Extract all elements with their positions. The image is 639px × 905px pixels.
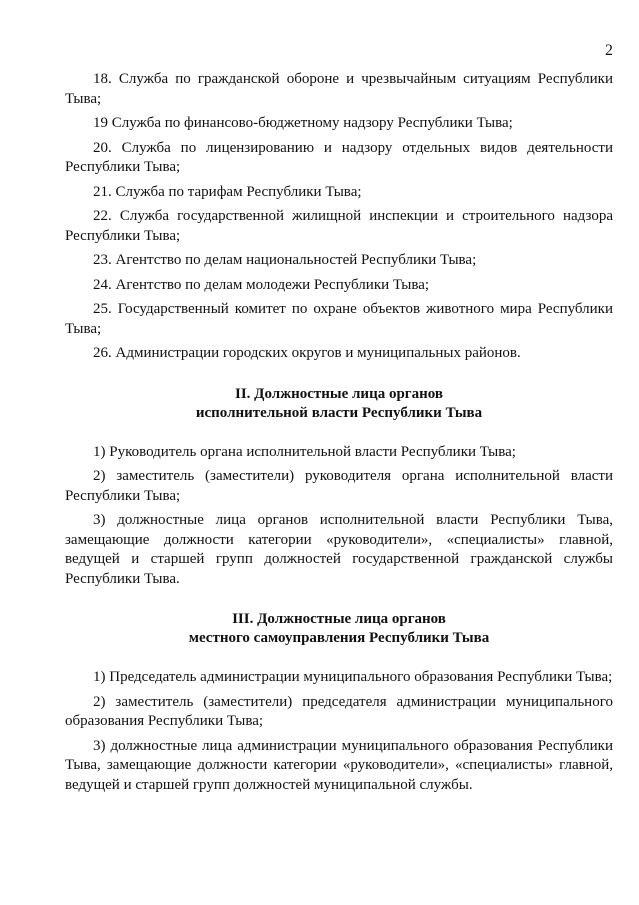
list-item: 24. Агентство по делам молодежи Республики Тыва; (93, 276, 430, 293)
list-item: 19 Служба по финансово-бюджетному надзору Республики Тыва; (93, 115, 513, 131)
agency-list (65, 70, 613, 364)
list-item: 22. Служба государственной жилищной инспекции и строительного надзора Республики Тыва; (65, 208, 613, 244)
section-2-item: 1) Руководитель органа исполнительной власти Республики Тыва; (93, 443, 516, 460)
section-2-item: 2) заместитель (заместители) руководителя органа исполнительной власти Республики Тыва; (65, 468, 613, 504)
section-3-items (65, 668, 613, 795)
section-3-item: 1) Председатель администрации муниципального образования Республики Тыва; (93, 669, 613, 685)
section-3-title-line1: III. Должностные лица органов (232, 611, 446, 627)
list-item: 18. Служба по гражданской обороне и чрезвычайным ситуациям Республики Тыва; (65, 71, 613, 107)
list-item: 21. Служба по тарифам Республики Тыва; (93, 183, 362, 200)
section-3-heading (65, 610, 613, 648)
section-3-title-line2: местного самоуправления Республики Тыва (188, 630, 490, 646)
page-number: 2 (605, 42, 613, 59)
list-item: 25. Государственный комитет по охране объектов животного мира Республики Тыва; (65, 301, 613, 337)
document-body (65, 70, 613, 800)
section-2-title-line1: II. Должностные лица органов (235, 385, 443, 402)
section-3-item: 3) должностные лица администрации муниципального образования Республики Тыва, замещающие должности категории «руководители», «специалисты» главной, ведущей и старшей групп должностей муниципальной службы. (65, 737, 613, 793)
section-2-heading (65, 385, 613, 423)
section-2-title-line2: исполнительной власти Республики Тыва (195, 404, 483, 421)
section-2-items (65, 443, 613, 590)
section-2-item: 3) должностные лица органов исполнительной власти Республики Тыва, замещающие должности категории «руководители», «специалисты» главной, ведущей и старшей групп должностей государственной гражданской службы Республики Тыва. (65, 512, 613, 587)
list-item: 23. Агентство по делам национальностей Республики Тыва; (93, 252, 477, 268)
section-3-item: 2) заместитель (заместители) председателя администрации муниципального образования Республики Тыва; (65, 693, 613, 729)
list-item: 20. Служба по лицензированию и надзору отдельных видов деятельности Республики Тыва; (65, 139, 613, 175)
list-item: 26. Администрации городских округов и муниципальных районов. (93, 345, 521, 361)
